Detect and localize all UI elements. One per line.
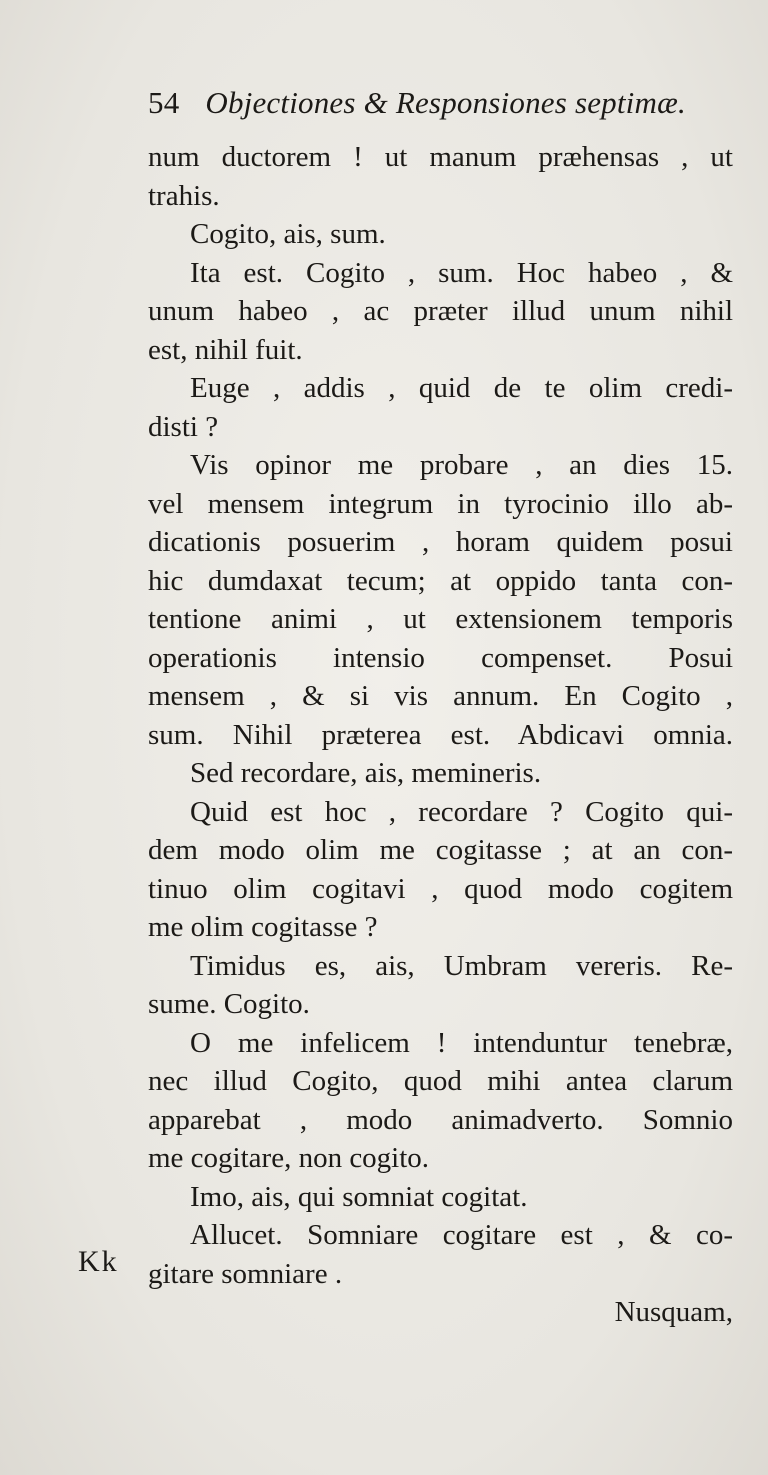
text-line: Imo, ais, qui somniat cogitat. bbox=[190, 1180, 528, 1213]
signature-mark: Kk bbox=[78, 1245, 119, 1278]
text-line: tentione animi , ut extensionem temporis bbox=[148, 603, 733, 635]
body-text bbox=[148, 138, 733, 1332]
text-line: apparebat , modo animadverto. Somnio bbox=[148, 1103, 733, 1136]
text-line: dem modo olim me cogitasse ; at an con- bbox=[148, 834, 733, 866]
text-line: mensem , & si vis annum. En Cogito , bbox=[148, 680, 733, 712]
text-line: nec illud Cogito, quod mihi antea clarum bbox=[148, 1065, 733, 1097]
text-line: me cogitare, non cogito. bbox=[148, 1142, 430, 1174]
text-line: tinuo olim cogitavi , quod modo cogitem bbox=[148, 872, 733, 905]
text-line: sum. Nihil præterea est. Abdicavi omnia. bbox=[148, 718, 733, 751]
text-line: est, nihil fuit. bbox=[148, 333, 303, 366]
text-line: Euge , addis , quid de te olim credi- bbox=[190, 372, 733, 404]
text-line: disti ? bbox=[148, 410, 219, 443]
text-line: dicationis posuerim , horam quidem posui bbox=[148, 526, 733, 558]
running-title: Objectiones & Responsiones septimæ. bbox=[205, 85, 686, 120]
text-line: operationis intensio compenset. Posui bbox=[148, 641, 733, 674]
text-line: O me infelicem ! intenduntur tenebræ, bbox=[190, 1026, 733, 1059]
text-line: Cogito, ais, sum. bbox=[190, 218, 386, 250]
page-number: 54 bbox=[148, 85, 180, 120]
text-line: Quid est hoc , recordare ? Cogito qui- bbox=[190, 795, 733, 828]
text-line: hic dumdaxat tecum; at oppido tanta con- bbox=[148, 564, 733, 597]
text-line: Allucet. Somniare cogitare est , & co- bbox=[190, 1219, 733, 1251]
text-line: Ita est. Cogito , sum. Hoc habeo , & bbox=[190, 256, 733, 289]
text-line: Timidus es, ais, Umbram vereris. Re- bbox=[190, 949, 733, 982]
text-line: sume. Cogito. bbox=[148, 988, 310, 1020]
text-line: gitare somniare . bbox=[148, 1257, 343, 1290]
text-line: unum habeo , ac præter illud unum nihil bbox=[148, 295, 733, 327]
text-line: trahis. bbox=[148, 179, 220, 212]
running-header bbox=[148, 85, 686, 121]
text-line: Sed recordare, ais, memineris. bbox=[190, 757, 542, 789]
text-line: num ductorem ! ut manum præhensas , ut bbox=[148, 141, 733, 173]
catchword: Nusquam, bbox=[614, 1296, 733, 1328]
text-line: vel mensem integrum in tyrocinio illo ab- bbox=[148, 487, 733, 520]
text-line: me olim cogitasse ? bbox=[148, 911, 378, 943]
text-line: Vis opinor me probare , an dies 15. bbox=[190, 449, 733, 481]
